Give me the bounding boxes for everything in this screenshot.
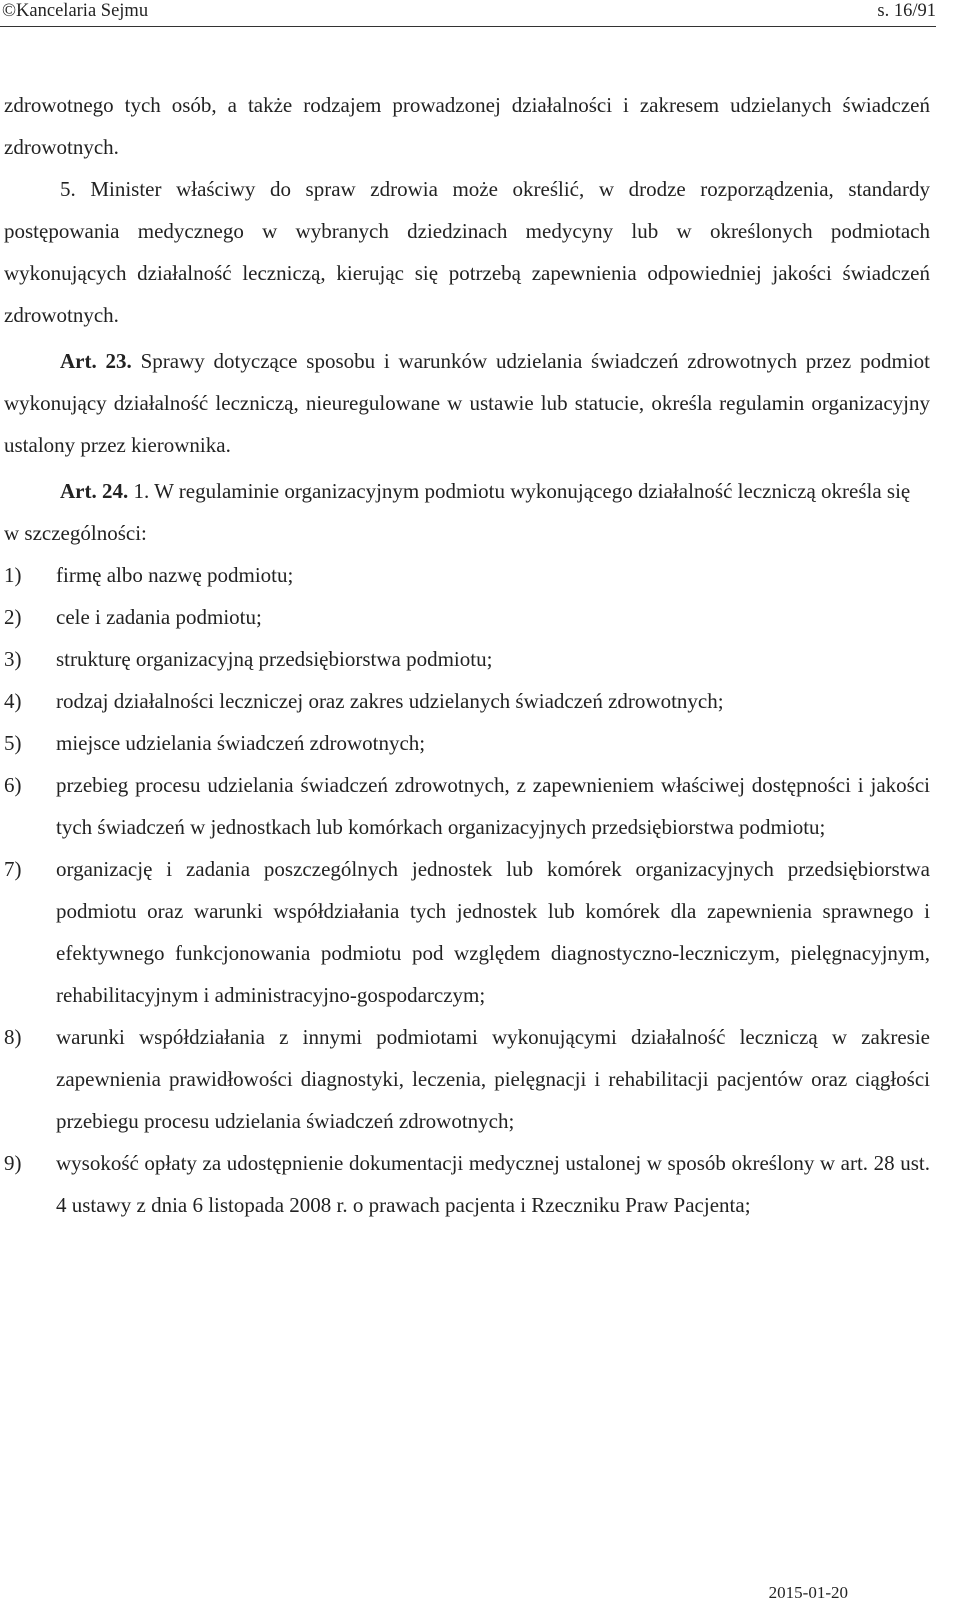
list-item — [4, 680, 930, 722]
list-item — [4, 638, 930, 680]
paragraph-point-5: 5. Minister właściwy do spraw zdrowia może określić, w drodze rozporządzenia, standardy postępowania medycznego w wybranych dziedzinach medycyny lub w określonych podmiotach wykonujących działalność leczniczą, kierując się potrzebą zapewnienia odpowiedniej jakości świadczeń zdrowotnych. — [4, 177, 930, 327]
article-23 — [4, 340, 930, 466]
list-item-number: 6) — [4, 773, 22, 797]
header-page-number: s. 16/91 — [877, 1, 936, 21]
article-24 — [4, 470, 930, 554]
list-item-text: przebieg procesu udzielania świadczeń zdrowotnych, z zapewnieniem właściwej dostępności i jakości tych świadczeń w jednostkach lub komórkach organizacyjnych przedsiębiorstwa podmiotu; — [56, 773, 930, 839]
list-item — [4, 554, 930, 596]
article-24-number: Art. 24. — [60, 479, 129, 503]
list-item-number: 8) — [4, 1025, 22, 1049]
list-item-text: cele i zadania podmiotu; — [56, 605, 262, 629]
article-23-number: Art. 23. — [60, 349, 132, 373]
list-item — [4, 764, 930, 848]
list-item — [4, 722, 930, 764]
article-24-text: 1. W regulaminie organizacyjnym podmiotu wykonującego działalność leczniczą określa się w szczególności: — [4, 479, 911, 545]
article-23-text: Sprawy dotyczące sposobu i warunków udzielania świadczeń zdrowotnych przez podmiot wykonujący działalność leczniczą, nieuregulowane w ustawie lub statucie, określa regulamin organizacyjny ustalony przez kierownika. — [4, 349, 930, 457]
list-item-text: wysokość opłaty za udostępnienie dokumentacji medycznej ustalonej w sposób określony w art. 28 ust. 4 ustawy z dnia 6 listopada 2008 r. o prawach pacjenta i Rzeczniku Praw Pacjenta; — [56, 1151, 930, 1217]
list-item-text: firmę albo nazwę podmiotu; — [56, 563, 294, 587]
page-header — [2, 0, 936, 32]
list-item-text: miejsce udzielania świadczeń zdrowotnych; — [56, 731, 426, 755]
list-item-number: 9) — [4, 1151, 22, 1175]
header-publisher: ©Kancelaria Sejmu — [2, 1, 149, 21]
article-24-list — [4, 554, 930, 1226]
footer-date: 2015-01-20 — [768, 1583, 848, 1602]
list-item — [4, 596, 930, 638]
list-item-text: warunki współdziałania z innymi podmiotami wykonującymi działalność leczniczą w zakresie zapewnienia prawidłowości diagnostyki, leczenia, pielęgnacji i rehabilitacji pacjentów oraz ciągłości przebiegu procesu udzielania świadczeń zdrowotnych; — [56, 1025, 930, 1133]
list-item-number: 2) — [4, 605, 22, 629]
paragraph-continuation: zdrowotnego tych osób, a także rodzajem prowadzonej działalności i zakresem udzielanych świadczeń zdrowotnych. — [4, 93, 930, 159]
list-item-text: rodzaj działalności leczniczej oraz zakres udzielanych świadczeń zdrowotnych; — [56, 689, 724, 713]
list-item — [4, 848, 930, 1016]
list-item-text: strukturę organizacyjną przedsiębiorstwa podmiotu; — [56, 647, 493, 671]
document-body — [4, 84, 930, 1226]
list-item-number: 5) — [4, 731, 22, 755]
list-item — [4, 1016, 930, 1142]
list-item — [4, 1142, 930, 1226]
list-item-number: 3) — [4, 647, 22, 671]
header-rule — [0, 26, 936, 27]
list-item-text: organizację i zadania poszczególnych jednostek lub komórek organizacyjnych przedsiębiorstwa podmiotu oraz warunki współdziałania tych jednostek lub komórek dla zapewnienia sprawnego i efektywnego funkcjonowania podmiotu pod względem diagnostyczno-leczniczym, pielęgnacyjnym, rehabilitacyjnym i administracyjno-gospodarczym; — [56, 857, 930, 1007]
list-item-number: 7) — [4, 857, 22, 881]
list-item-number: 4) — [4, 689, 22, 713]
list-item-number: 1) — [4, 563, 22, 587]
